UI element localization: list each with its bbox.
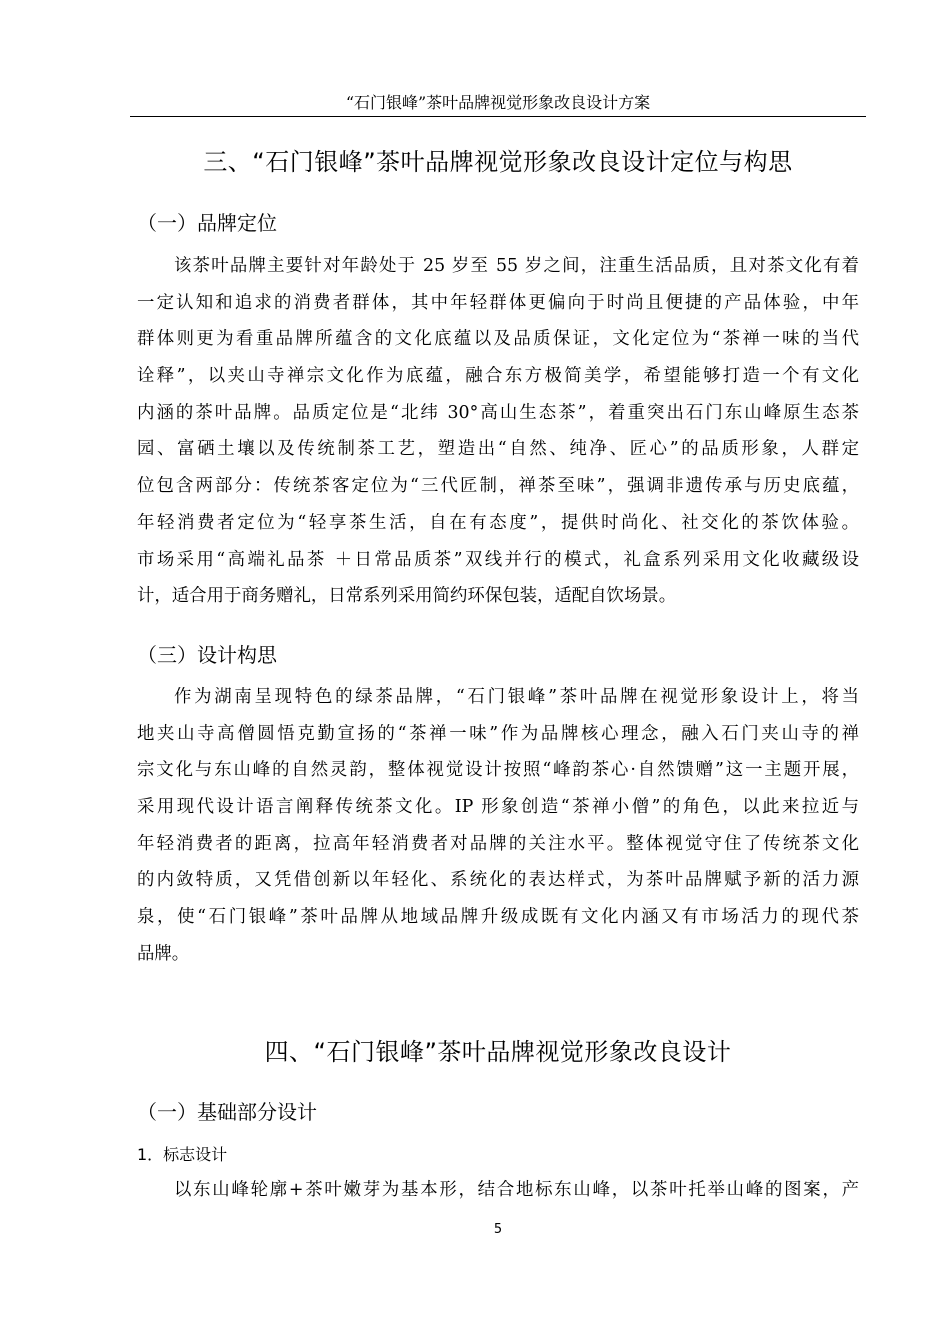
paragraph-line: 以东山峰轮廓+茶叶嫩芽为基本形，结合地标东山峰，以茶叶托举山峰的图案，产: [174, 1180, 859, 1200]
paragraph-line: 计，适合用于商务赠礼，日常系列采用简约环保包装，适配自饮场景。: [137, 586, 677, 607]
paragraph-line: 群体则更为看重品牌所蕴含的文化底蕴以及品质保证，文化定位为“茶禅一味的当代: [137, 329, 859, 350]
paragraph-line: 作为湖南呈现特色的绿茶品牌，“石门银峰”茶叶品牌在视觉形象设计上，将当: [174, 687, 859, 707]
design-concept-paragraph: [137, 679, 859, 973]
paragraph-line: 宗文化与东山峰的自然灵韵，整体视觉设计按照“峰韵茶心·自然馈赠”这一主题开展，: [137, 760, 859, 781]
section-basic-design-title: （一）基础部分设计: [137, 1100, 317, 1124]
chapter-4-title: 四、“石门银峰”茶叶品牌视觉形象改良设计: [264, 1038, 732, 1066]
paragraph-line: 位包含两部分：传统茶客定位为“三代匠制，禅茶至味”，强调非遗传承与历史底蕴，: [137, 476, 859, 497]
paragraph-line: 市场采用“高端礼品茶 ＋日常品质茶”双线并行的模式，礼盒系列采用文化收藏级设: [137, 549, 859, 570]
paragraph-line: 内涵的茶叶品牌。品质定位是“北纬 30°高山生态茶”，着重突出石门东山峰原生态茶: [137, 402, 859, 423]
page-number: 5: [493, 1222, 503, 1237]
paragraph-line: 一定认知和追求的消费者群体，其中年轻群体更偏向于时尚且便捷的产品体验，中年: [137, 292, 859, 313]
paragraph-line: 泉，使“石门银峰”茶叶品牌从地域品牌升级成既有文化内涵又有市场活力的现代茶: [137, 907, 859, 928]
paragraph-line: 采用现代设计语言阐释传统茶文化。IP 形象创造“茶禅小僧”的角色，以此来拉近与: [137, 797, 859, 818]
paragraph-line: 诠释”，以夹山寺禅宗文化作为底蕴，融合东方极简美学，希望能够打造一个有文化: [137, 366, 859, 387]
section-design-concept-title: （三）设计构思: [137, 643, 277, 667]
running-header: “石门银峰”茶叶品牌视觉形象改良设计方案: [130, 90, 866, 117]
paragraph-line: 品牌。: [137, 943, 190, 964]
brand-positioning-paragraph: [137, 248, 859, 615]
logo-design-paragraph: [137, 1172, 859, 1209]
paragraph-line: 年轻消费者的距离，拉高年轻消费者对品牌的关注水平。整体视觉守住了传统茶文化: [137, 833, 859, 854]
paragraph-line: 的内敛特质，又凭借创新以年轻化、系统化的表达样式，为茶叶品牌赋予新的活力源: [137, 870, 859, 891]
paragraph-line: 地夹山寺高僧圆悟克勤宣扬的“茶禅一味”作为品牌核心理念，融入石门夹山寺的禅: [137, 723, 859, 744]
chapter-3-title: 三、“石门银峰”茶叶品牌视觉形象改良设计定位与构思: [203, 148, 793, 176]
paragraph-line: 年轻消费者定位为“轻享茶生活，自在有态度”，提供时尚化、社交化的茶饮体验。: [137, 512, 859, 533]
section-brand-positioning-title: （一）品牌定位: [137, 211, 277, 235]
paragraph-line: 园、富硒土壤以及传统制茶工艺，塑造出“自然、纯净、匠心”的品质形象，人群定: [137, 439, 859, 460]
paragraph-line: 该茶叶品牌主要针对年龄处于 25 岁至 55 岁之间，注重生活品质，且对茶文化有着: [174, 256, 859, 276]
subsection-logo-design-title: 1．标志设计: [137, 1145, 228, 1164]
